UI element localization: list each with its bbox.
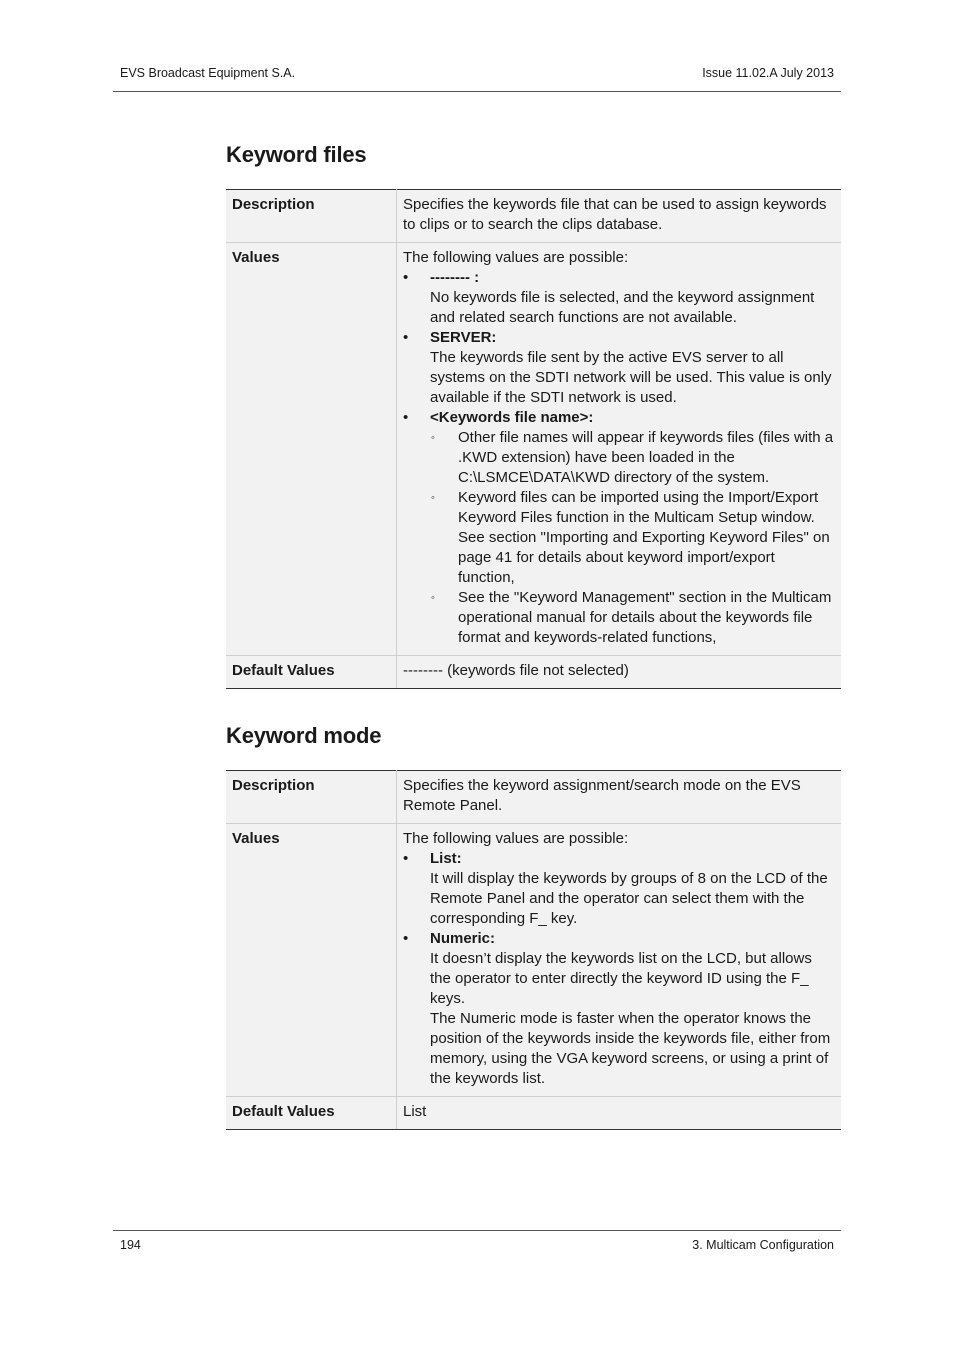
default-values-text: -------- (keywords file not selected): [397, 656, 842, 689]
list-item: [403, 328, 835, 408]
sub-bullet-icon: ◦: [431, 492, 435, 504]
values-cell: [397, 243, 842, 656]
values-intro: The following values are possible:: [403, 249, 629, 266]
option-name: -------- :: [430, 269, 480, 286]
list-item: [403, 929, 835, 1089]
table-row: [226, 656, 841, 689]
table-row: [226, 190, 841, 243]
default-values-label: Default Values: [226, 1097, 397, 1130]
sub-list-item: [430, 488, 835, 588]
bullet-icon: •: [403, 329, 409, 346]
table-row: [226, 771, 841, 824]
sub-item-text: Other file names will appear if keywords files (files with a .KWD extension) have been loaded in the C:\LSMCE\DATA\KWD directory of the system.: [458, 429, 834, 486]
option-text: The keywords file sent by the active EVS server to all systems on the SDTI network will be used. This value is only available if the SDTI network is used.: [430, 349, 832, 406]
bullet-icon: •: [403, 850, 409, 867]
sub-list-item: [430, 588, 835, 648]
option-text: No keywords file is selected, and the keyword assignment and related search functions are not available.: [430, 289, 815, 326]
keyword-mode-table: [226, 770, 841, 1130]
page-number: 194: [120, 1238, 141, 1252]
values-cell: [397, 824, 842, 1097]
option-text: It will display the keywords by groups of 8 on the LCD of the Remote Panel and the operator can select them with the corresponding F_ key.: [430, 870, 828, 927]
sub-list-item: [430, 428, 835, 488]
description-text: Specifies the keyword assignment/search mode on the EVS Remote Panel.: [397, 771, 842, 824]
page-header: [113, 0, 841, 92]
section-title-keyword-mode: Keyword mode: [226, 723, 382, 748]
description-text: Specifies the keywords file that can be used to assign keywords to clips or to search the clips database.: [397, 190, 842, 243]
sub-bullet-icon: ◦: [431, 432, 435, 444]
option-name: <Keywords file name>:: [430, 409, 594, 426]
option-text-extra: The Numeric mode is faster when the operator knows the position of the keywords inside the keywords file, either from memory, using the VGA keyword screens, or using a print of the keywords list.: [430, 1010, 831, 1087]
values-label: Values: [226, 243, 397, 656]
description-label: Description: [226, 190, 397, 243]
footer-chapter: 3. Multicam Configuration: [692, 1238, 834, 1252]
bullet-icon: •: [403, 409, 409, 426]
default-values-text: List: [397, 1097, 842, 1130]
list-item: [403, 408, 835, 648]
section-title-keyword-files: Keyword files: [226, 142, 367, 167]
option-name: SERVER:: [430, 329, 497, 346]
sub-bullet-icon: ◦: [431, 592, 435, 604]
list-item: [403, 849, 835, 929]
keyword-files-table: [226, 189, 841, 689]
default-values-label: Default Values: [226, 656, 397, 689]
bullet-icon: •: [403, 269, 409, 286]
table-row: [226, 243, 841, 656]
sub-item-text: See the "Keyword Management" section in the Multicam operational manual for details about the keywords file format and keywords-related functions,: [458, 589, 832, 646]
table-row: [226, 824, 841, 1097]
option-name: List:: [430, 850, 462, 867]
list-item: [403, 268, 835, 328]
values-intro: The following values are possible:: [403, 830, 629, 847]
option-name: Numeric:: [430, 930, 496, 947]
table-row: [226, 1097, 841, 1130]
page-footer: [113, 1230, 841, 1252]
option-text: It doesn’t display the keywords list on the LCD, but allows the operator to enter directly the keyword ID using the F_ keys.: [430, 950, 812, 1007]
header-company: EVS Broadcast Equipment S.A.: [120, 66, 296, 80]
description-label: Description: [226, 771, 397, 824]
bullet-icon: •: [403, 930, 409, 947]
header-issue: Issue 11.02.A July 2013: [702, 66, 834, 80]
sub-item-text: Keyword files can be imported using the Import/Export Keyword Files function in the Multicam Setup window. See section "Importing and Exporting Keyword Files" on page 41 for details about keyword import/export function,: [458, 489, 830, 586]
values-label: Values: [226, 824, 397, 1097]
